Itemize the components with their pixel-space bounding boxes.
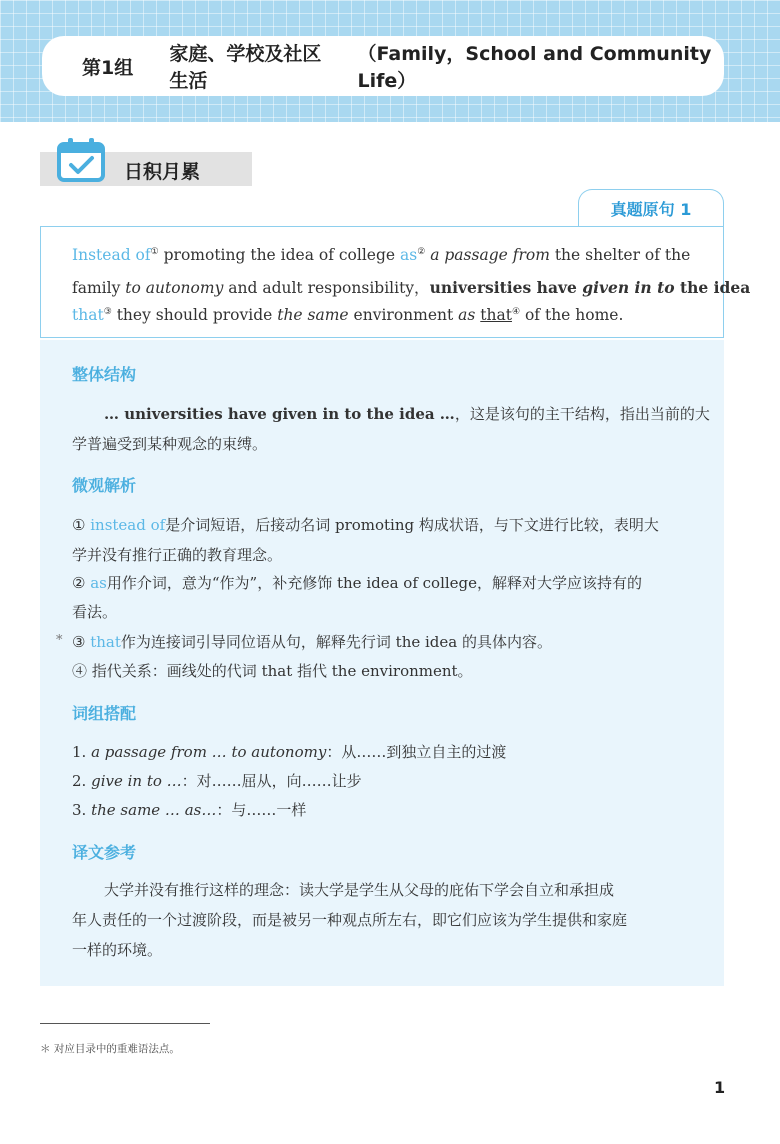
micro-item-4 [72,660,473,681]
section-title: 日积月累 [124,161,201,183]
phrase-as: as [458,306,476,324]
micro-item-1-line-2: 学并没有推行正确的教育理念。 [72,546,283,564]
page-number: 1 [714,1078,726,1097]
heading-micro: 微观解析 [72,476,137,495]
underlined-that: that [480,306,512,324]
marker-4: ④ [511,307,521,317]
item-number: 2. [72,772,87,790]
main-clause-bold: the idea [674,278,751,297]
phrase-item-3 [72,799,306,820]
main-clause-bold: universities have [429,278,583,297]
micro-item-1 [72,514,659,535]
sentence-text: environment [348,306,459,324]
sentence-text: and adult responsibility， [223,279,430,297]
sentence-line-3 [72,306,623,324]
translation-line-3: 一样的环境。 [72,941,163,959]
main-clause: … universities have given in to the idea … [104,405,455,423]
phrase-passage-from: a passage from [425,246,550,264]
phrase-cn: ：对……屈从，向……让步 [181,772,362,790]
calendar-check-icon [56,136,108,188]
phrase-to-autonomy: to autonomy [125,279,224,297]
chapter-title-cn: 家庭、学校及社区生活 [169,43,322,92]
sentence-line-2 [72,276,750,298]
item-number: ① [72,516,86,534]
item-number: 3. [72,801,87,819]
item-number: ② [72,574,86,592]
marker-3: ③ [103,307,112,317]
marker-1: ① [150,247,159,257]
phrase-en: the same … as… [91,801,217,819]
phrase-cn: ：从……到独立自主的过渡 [326,743,507,761]
footnote-divider [40,1023,210,1024]
item-text: 是介词短语，后接动名词 promoting 构成状语，与下文进行比较，表明大 [165,516,659,534]
sentence-text: they should provide [111,306,278,324]
marker-2: ② [417,247,426,257]
structure-text: ，这是该句的主干结构，指出当前的大 [454,405,710,423]
term-instead-of: Instead of [72,246,151,264]
sentence-text: the shelter of the [549,246,691,264]
structure-line-1 [104,403,710,424]
term-as: as [90,574,107,592]
item-text: 用作介词，意为“作为”，补充修饰 the idea of college，解释对大学应该持有的 [106,574,643,592]
phrase-en: give in to … [91,772,182,790]
micro-item-3 [72,631,552,652]
sentence-line-1 [72,246,690,264]
term-that: that [90,633,121,651]
phrase-given-in-to: given in to [582,278,675,297]
micro-item-2-line-2: 看法。 [72,603,118,621]
structure-line-2: 学普遍受到某种观念的束缚。 [72,435,268,453]
phrase-cn: ：与……一样 [216,801,307,819]
phrase-the-same: the same [277,306,349,324]
phrase-item-2 [72,770,362,791]
item-number: ④ [72,662,88,680]
translation-line-2: 年人责任的一个过渡阶段，而是被另一种观点所左右，即它们应该为学生提供和家庭 [72,911,628,929]
footnote: ＊ 对应目录中的重难语法点。 [40,1043,180,1055]
phrase-item-1 [72,741,506,762]
chapter-header [42,36,724,96]
heading-structure: 整体结构 [72,365,137,384]
item-number: ③ [72,633,86,651]
item-number: 1. [72,743,87,761]
sentence-text: promoting the idea of college [158,246,400,264]
phrase-en: a passage from … to autonomy [91,743,327,761]
term-as: as [400,246,418,264]
heading-translation: 译文参考 [72,843,137,862]
chapter-title-en: （Family，School and Community Life） [357,43,712,92]
tab-original-sentence: 真题原句 1 [578,189,724,227]
heading-phrases: 词组搭配 [72,704,137,723]
group-number: 第1组 [82,56,134,79]
translation-line-1: 大学并没有推行这样的理念：读大学是学生从父母的庇佑下学会自立和承担成 [104,881,615,899]
term-that: that [72,306,104,324]
sentence-text: of the home. [520,306,624,324]
item-text: 指代关系：画线处的代词 that 指代 the environment。 [91,662,473,680]
micro-item-2 [72,572,642,593]
term-instead-of: instead of [90,516,166,534]
key-point-star: * [56,633,63,648]
sentence-text: family [72,279,126,297]
item-text: 作为连接词引导同位语从句，解释先行词 the idea 的具体内容。 [120,633,552,651]
